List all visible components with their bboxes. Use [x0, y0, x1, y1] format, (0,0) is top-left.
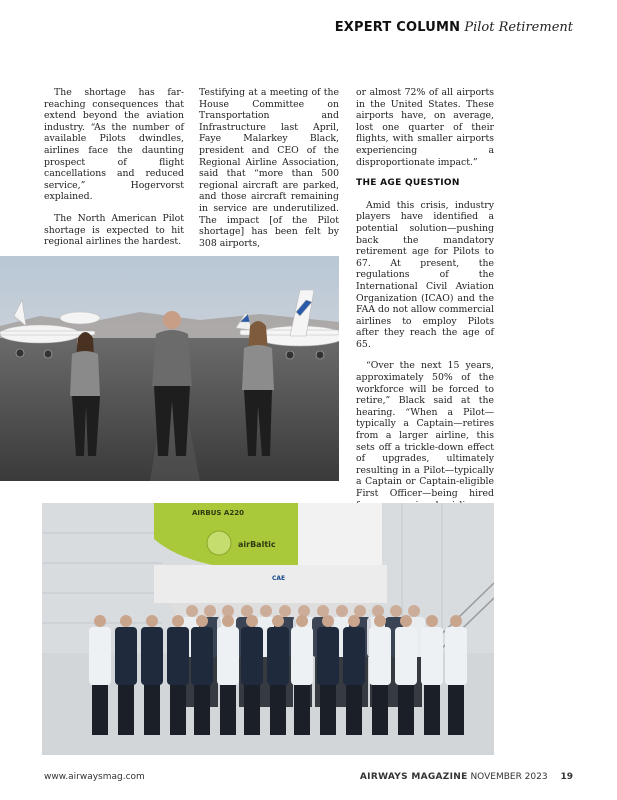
simulator-model-text: AIRBUS A220 [192, 509, 244, 517]
pilots-walking-illustration [0, 256, 339, 481]
magazine-name: AIRWAYS MAGAZINE [359, 772, 468, 782]
section-heading: THE AGE QUESTION [356, 178, 460, 189]
airline-brand-text: airBaltic [238, 540, 276, 549]
person-figure [241, 615, 263, 735]
person-figure [421, 615, 443, 735]
paragraph: The shortage has far-reaching consequences that extend beyond the aviation industry. “As the number of available Pilots dwindles, airlines face the daunting prospect of flight cancellations and reduced service,” Hogervorst explained. [44, 87, 184, 203]
person-figure [89, 615, 111, 735]
footer-issue [360, 772, 573, 782]
paragraph: The North American Pilot shortage is expected to hit regional airlines the hardest. [44, 212, 184, 248]
person-figure [369, 615, 391, 735]
paragraph: Testifying at a meeting of the House Committee on Transportation and Infrastructure last April, Faye Malarkey Black, president and CEO of the Regional Airline Association, said that “more than 500 regional aircraft are parked, and those aircraft remaining in service are underutilized. The impact [of the Pilot shortage] has been felt by 308 airports, [199, 87, 339, 249]
paragraph: “Over the next 15 years, approximately 50% of the workforce will be forced to retire,” Black said at the hearing. “When a Pilot—typically a Captain—retires from a larger airline, this sets off a trickle-down effect of upgrades, ultimately resulting in a Pilot—typically a Captain or Captain-eligible First Officer—being hired [356, 360, 494, 499]
person-figure [445, 615, 467, 735]
simulator-group-illustration [42, 503, 494, 755]
column-topic: Pilot Retirement [464, 20, 573, 35]
person-figure [167, 615, 189, 735]
text-column-2 [199, 87, 339, 259]
paragraph: Amid this crisis, industry players have identified a potential solution—pushing back the mandatory retirement age for Pilots to 67. At present, the regulations of the International Civil Aviation Organization (ICAO) and the FAA do not allow commercial airlines to employ Pilots after they reach the age of 65. [356, 199, 494, 350]
issue-date: NOVEMBER 2023 [470, 772, 548, 782]
person-figure [395, 615, 417, 735]
person-figure [317, 615, 339, 735]
text-column-3 [356, 87, 494, 544]
person-figure [141, 615, 163, 735]
person-figure [291, 615, 313, 735]
person-figure [115, 615, 137, 735]
text-column-1 [44, 87, 184, 258]
person-figure [267, 615, 289, 735]
page-number: 19 [560, 772, 573, 782]
person-figure [191, 615, 213, 735]
column-header [335, 20, 573, 35]
pilots-walking-photo [0, 256, 339, 481]
person-figure [217, 615, 239, 735]
paragraph: or almost 72% of all airports in the United States. These airports have, on average, lost one quarter of their flights, with smaller airports experiencing a disproportionate impact.” [356, 87, 494, 168]
footer-url[interactable]: www.airwaysmag.com [44, 772, 145, 782]
simulator-group-photo [42, 503, 494, 755]
column-label: EXPERT COLUMN [334, 20, 461, 35]
sim-maker-text: CAE [272, 575, 286, 582]
person-figure [343, 615, 365, 735]
